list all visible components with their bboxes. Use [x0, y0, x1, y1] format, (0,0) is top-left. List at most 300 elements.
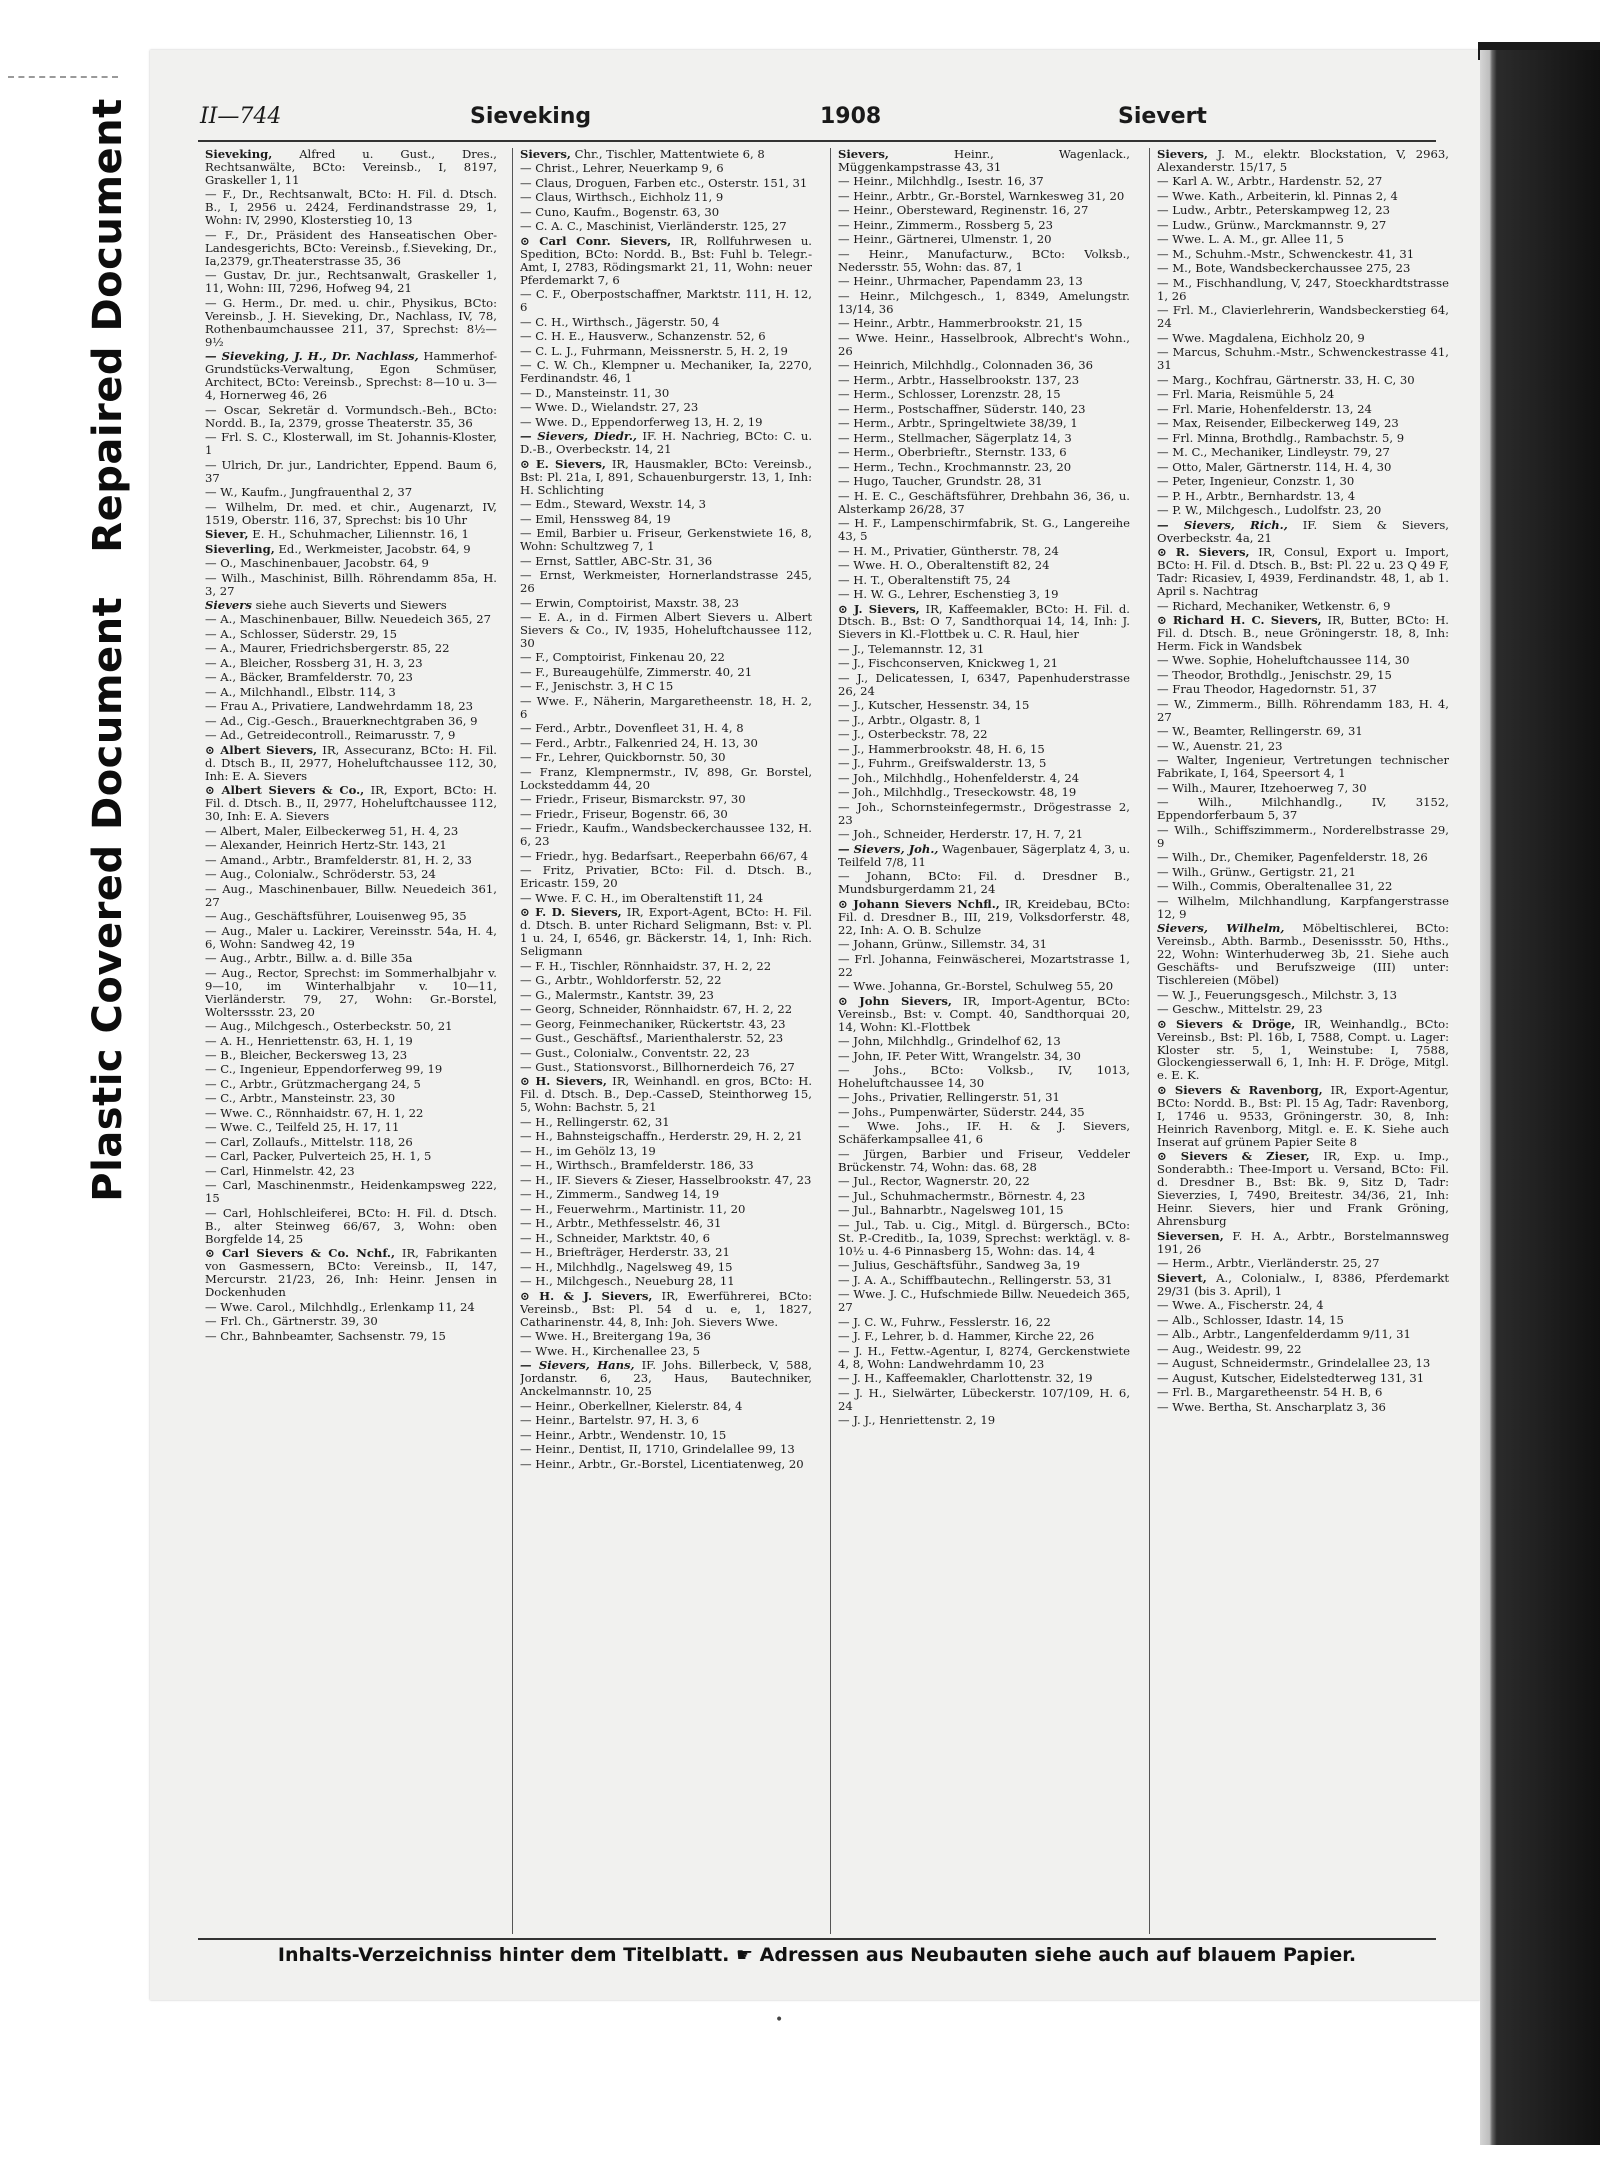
entry-text: — Herm., Stellmacher, Sägerplatz 14, 3	[838, 430, 1072, 445]
directory-entry	[520, 1359, 812, 1398]
entry-text: — Frl. S. C., Klosterwall, im St. Johannis-Kloster, 1	[205, 430, 497, 458]
directory-entry	[520, 1203, 812, 1216]
directory-entry	[205, 868, 497, 881]
entry-name: ⊙ Albert Sievers,	[205, 742, 318, 757]
entry-text: — Frl. M., Clavierlehrerin, Wandsbeckerstieg 64, 24	[1157, 303, 1449, 331]
entry-text: — H., Briefträger, Herderstr. 33, 21	[520, 1245, 730, 1260]
entry-text: — Heinr., Manufacturw., BCto: Volksb., Nedersstr. 55, Wohn: das. 87, 1	[838, 246, 1130, 274]
entry-text: Chr., Tischler, Mattentwiete 6, 8	[570, 148, 765, 161]
directory-entry	[205, 599, 497, 612]
directory-entry	[838, 1414, 1130, 1427]
entry-text: — W., Kaufm., Jungfrauenthal 2, 37	[205, 485, 413, 500]
entry-text: — W., Auenstr. 21, 23	[1157, 738, 1283, 753]
directory-entry	[520, 177, 812, 190]
directory-entry	[205, 557, 497, 570]
directory-entry	[520, 793, 812, 806]
entry-text: — August, Kutscher, Eidelstedterweg 131, 31	[1157, 1370, 1425, 1385]
entry-text: — A., Bäcker, Bramfelderstr. 70, 23	[205, 670, 413, 685]
entry-text: — Ludw., Arbtr., Peterskampweg 12, 23	[1157, 203, 1391, 218]
column-divider	[830, 148, 831, 1934]
directory-entry	[205, 297, 497, 349]
directory-entry	[1157, 740, 1449, 753]
directory-entry	[205, 543, 497, 556]
directory-entry	[1157, 895, 1449, 921]
entry-text: — J. A. A., Schiffbautechn., Rellingerstr. 53, 31	[838, 1272, 1113, 1287]
directory-entry	[205, 715, 497, 728]
directory-entry	[838, 786, 1130, 799]
entry-text: — John, Milchhdlg., Grindelhof 62, 13	[838, 1034, 1061, 1049]
directory-entry	[1157, 654, 1449, 667]
directory-entry	[838, 248, 1130, 274]
entry-text: — Richard, Mechaniker, Wetkenstr. 6, 9	[1157, 598, 1391, 613]
entry-text: IR, Assecuranz, BCto: H. Fil. d. Dtsch B., II, 2977, Hoheluftchaussee 112, 30, Inh: E. A. Sievers	[205, 742, 497, 783]
directory-entry	[1157, 175, 1449, 188]
entry-text: — Herm., Oberbrieftr., Sternstr. 133, 6	[838, 445, 1067, 460]
entry-name: ⊙ R. Sievers,	[1157, 545, 1250, 560]
directory-entry	[520, 989, 812, 1002]
directory-entry	[520, 1232, 812, 1245]
entry-text: — C., Arbtr., Mansteinstr. 23, 30	[205, 1091, 396, 1106]
entry-name: ⊙ J. Sievers,	[838, 601, 920, 616]
directory-entry	[205, 572, 497, 598]
directory-entry	[520, 1400, 812, 1413]
entry-text: — Max, Reisender, Eilbeckerweg 149, 23	[1157, 416, 1399, 431]
entry-text: — H., im Gehölz 13, 19	[520, 1143, 656, 1158]
directory-entry	[1157, 725, 1449, 738]
directory-entry	[205, 188, 497, 227]
entry-text: — Claus, Droguen, Farben etc., Osterstr. 151, 31	[520, 175, 808, 190]
directory-entry	[1157, 796, 1449, 822]
directory-entry	[205, 883, 497, 909]
directory-entry	[205, 269, 497, 295]
directory-entry	[1157, 1230, 1449, 1256]
directory-entry	[1157, 754, 1449, 780]
directory-entry	[1157, 417, 1449, 430]
entry-text: A., Colonialw., I, 8386, Pferdemarkt 29/31 (bis 3. April), 1	[1157, 1270, 1449, 1298]
header-left-word: Sieveking	[470, 104, 592, 129]
directory-entry	[205, 854, 497, 867]
entry-text: siehe auch Sieverts und Siewers	[251, 597, 447, 612]
entry-text: IR, Ewerführerei, BCto: Vereinsb., Bst: Pl. 54 d u. e, 1, 1827, Catharinenstr. 44, 8, Inh: Joh. Sievers Wwe.	[520, 1288, 812, 1329]
entry-text: — Ferd., Arbtr., Dovenfleet 31, H. 4, 8	[520, 721, 744, 736]
entry-name: ⊙ John Sievers,	[838, 993, 952, 1008]
directory-entry	[205, 1121, 497, 1134]
entry-name: ⊙ Albert Sievers & Co.,	[205, 783, 365, 798]
directory-entry	[520, 1116, 812, 1129]
entry-name: — Sievers, Joh.,	[838, 841, 939, 856]
entry-text: — Joh., Schornsteinfegermstr., Drögestrasse 2, 23	[838, 799, 1130, 827]
entry-text: — B., Bleicher, Beckersweg 13, 23	[205, 1047, 408, 1062]
page-binding-edge	[1480, 50, 1600, 2145]
entry-text: — Alb., Arbtr., Langenfelderdamm 9/11, 31	[1157, 1327, 1411, 1342]
entry-text: — J. F., Lehrer, b. d. Hammer, Kirche 22, 26	[838, 1329, 1095, 1344]
directory-entry	[838, 446, 1130, 459]
entry-text: IR, Consul, Export u. Import, BCto: H. Fil. d. Dtsch. B., Bst: Pl. 22 u. 23 Q 49 F, Tadr: Ricasiev, I, 4939, Ferdinandstr. 48, 1, ab 1. April s. Nachtrag	[1157, 545, 1449, 599]
entry-text: — C. L. J., Fuhrmann, Meissnerstr. 5, H. 2, 19	[520, 343, 788, 358]
entry-name: Sievers, Wilhelm,	[1157, 921, 1285, 936]
directory-entry	[838, 332, 1130, 358]
entry-text: — H. E. C., Geschäftsführer, Drehbahn 36, 36, u. Alsterkamp 26/28, 37	[838, 488, 1130, 516]
directory-entry	[205, 404, 497, 430]
directory-entry	[1157, 1343, 1449, 1356]
directory-entry	[520, 430, 812, 456]
entry-text: — Wwe. Heinr., Hasselbrook, Albrecht's Wohn., 26	[838, 330, 1130, 358]
entry-text: — Carl, Hohlschleiferei, BCto: H. Fil. d. Dtsch. B., alter Steinweg 66/67, 3, Wohn: oben Borgfelde 14, 25	[205, 1205, 497, 1246]
directory-entry	[838, 1259, 1130, 1272]
entry-text: — Wwe. Carol., Milchhdlg., Erlenkamp 11, 24	[205, 1299, 475, 1314]
entry-text: — O., Maschinenbauer, Jacobstr. 64, 9	[205, 556, 429, 571]
entry-text: — Wwe. Johs., IF. H. & J. Sievers, Schäferkampsallee 41, 6	[838, 1119, 1130, 1147]
entry-name: ⊙ H. & J. Sievers,	[520, 1288, 653, 1303]
directory-entry	[205, 486, 497, 499]
entry-text: — Wwe. C., Teilfeld 25, H. 17, 11	[205, 1120, 400, 1135]
directory-entry	[520, 1075, 812, 1114]
entry-text: — Heinr., Arbtr., Wendenstr. 10, 15	[520, 1427, 727, 1442]
directory-entry	[838, 1330, 1130, 1343]
directory-entry	[838, 843, 1130, 869]
entry-text: — Otto, Maler, Gärtnerstr. 114, H. 4, 30	[1157, 459, 1392, 474]
directory-entry	[520, 527, 812, 553]
directory-entry	[205, 967, 497, 1019]
entry-name: Sieverling,	[205, 541, 275, 556]
directory-entry	[520, 822, 812, 848]
directory-entry	[838, 728, 1130, 741]
entry-text: — Wilh., Milchhandlg., IV, 3152, Eppendorferbaum 5, 37	[1157, 795, 1449, 823]
directory-entry	[838, 1274, 1130, 1287]
directory-entry	[838, 1035, 1130, 1048]
entry-text: — H., Zimmerm., Sandweg 14, 19	[520, 1187, 720, 1202]
entry-text: — Emil, Barbier u. Friseur, Gerkenstwiete 16, 8, Wohn: Schultzweg 7, 1	[520, 526, 812, 554]
directory-entry	[1157, 277, 1449, 303]
directory-entry	[838, 1050, 1130, 1063]
entry-text: — M. C., Mechaniker, Lindleystr. 79, 27	[1157, 445, 1390, 460]
entry-text: — Wwe. Johanna, Gr.-Borstel, Schulweg 55, 20	[838, 979, 1114, 994]
directory-entry	[205, 642, 497, 655]
entry-text: — Emil, Henssweg 84, 19	[520, 511, 671, 526]
directory-entry	[838, 699, 1130, 712]
entry-text: — C., Arbtr., Grützmachergang 24, 5	[205, 1076, 421, 1091]
directory-entry	[838, 603, 1130, 642]
directory-entry	[1157, 824, 1449, 850]
directory-entry	[838, 1091, 1130, 1104]
entry-text: IR, Weinhandlg., BCto: Vereinsb., Bst: Pl. 16b, I, 7588, Compt. u. Lager: Kloster str. 5, 1, Weinstube: I, 7588, Glockengiesserwall 6, 1, Inh: H. F. Dröge, Mitgl. e. E. K.	[1157, 1016, 1449, 1083]
directory-entry	[1157, 922, 1449, 987]
entry-text: — J., Fischconserven, Knickweg 1, 21	[838, 656, 1059, 671]
directory-entry	[520, 1414, 812, 1427]
entry-text: — M., Schuhm.-Mstr., Schwenckestr. 41, 31	[1157, 246, 1415, 261]
entry-text: — Heinr., Uhrmacher, Papendamm 23, 13	[838, 274, 1083, 289]
directory-entry	[520, 316, 812, 329]
entry-text: — Heinr., Arbtr., Gr.-Borstel, Warnkesweg 31, 20	[838, 188, 1125, 203]
header-rule	[198, 140, 1436, 142]
directory-entry	[520, 960, 812, 973]
entry-text: — H., Rellingerstr. 62, 31	[520, 1114, 670, 1129]
entry-text: — Jul., Bahnarbtr., Nagelsweg 101, 15	[838, 1203, 1064, 1218]
entry-text: — Wwe. A., Fischerstr. 24, 4	[1157, 1298, 1324, 1313]
entry-text: — Herm., Arbtr., Springeltwiete 38/39, 1	[838, 416, 1078, 431]
entry-text: — J., Arbtr., Olgastr. 8, 1	[838, 712, 982, 727]
directory-entry	[205, 1207, 497, 1246]
entry-text: — Frl. Johanna, Feinwäscherei, Mozartstrasse 1, 22	[838, 951, 1130, 979]
directory-entry	[838, 953, 1130, 979]
entry-name: — Sievers, Hans,	[520, 1358, 635, 1373]
directory-entry	[205, 628, 497, 641]
directory-entry	[520, 1003, 812, 1016]
entry-text: — Wwe. Magdalena, Eichholz 20, 9	[1157, 330, 1365, 345]
entry-text: — E. A., in d. Firmen Albert Sievers u. Albert Sievers & Co., IV, 1935, Hoheluftchaussee 112, 30	[520, 609, 812, 650]
directory-entry	[520, 513, 812, 526]
directory-entry	[205, 431, 497, 457]
directory-entry	[205, 1301, 497, 1314]
entry-text: — W. J., Feuerungsgesch., Milchstr. 3, 13	[1157, 987, 1398, 1002]
directory-entry	[205, 501, 497, 527]
header-year: 1908	[820, 104, 882, 129]
entry-text: — G., Malermstr., Kantstr. 39, 23	[520, 987, 714, 1002]
entry-text: — C. A. C., Maschinist, Vierländerstr. 125, 27	[520, 219, 787, 234]
entry-text: — Wilh., Schiffszimmerm., Norderelbstrasse 29, 9	[1157, 822, 1449, 850]
entry-text: IR, Import-Agentur, BCto: Vereinsb., Bst: v. Compt. 40, Sandthorquai 20, 14, Wohn: Kl.-Flottbek	[838, 993, 1130, 1034]
entry-text: — Marg., Kochfrau, Gärtnerstr. 33, H. C, 30	[1157, 372, 1415, 387]
directory-entry	[520, 892, 812, 905]
directory-entry	[520, 1130, 812, 1143]
directory-entry	[838, 1372, 1130, 1385]
entry-text: — Aug., Rector, Sprechst: im Sommerhalbjahr v. 9—10, im Winterhalbjahr v. 10—11, Vierländerstr. 79, 27, Wohn: Gr.-Borstel, Wolterssstr. 23, 20	[205, 965, 497, 1019]
entry-text: — J., Delicatessen, I, 6347, Papenhuderstrasse 26, 24	[838, 670, 1130, 698]
entry-text: IF. Johs. Billerbeck, V, 588, Jordanstr. 6, 23, Haus, Bautechniker, Anckelmannstr. 10, 25	[520, 1358, 812, 1399]
directory-entry	[838, 359, 1130, 372]
directory-entry	[205, 1330, 497, 1343]
directory-entry	[1157, 1272, 1449, 1298]
directory-entry	[520, 1061, 812, 1074]
entry-text: — Aug., Colonialw., Schröderstr. 53, 24	[205, 867, 436, 882]
entry-text: — Ad., Getreidecontroll., Reimarusstr. 7, 9	[205, 728, 456, 743]
directory-entry	[205, 952, 497, 965]
directory-entry	[1157, 683, 1449, 696]
entry-text: IF. Siem & Sievers, Overbeckstr. 4a, 21	[1157, 517, 1449, 545]
directory-entry	[205, 1092, 497, 1105]
directory-entry	[1157, 546, 1449, 598]
directory-entry	[838, 1148, 1130, 1174]
entry-text: — Herm., Arbtr., Vierländerstr. 25, 27	[1157, 1256, 1380, 1271]
entry-text: — Herm., Postschaffner, Süderstr. 140, 23	[838, 401, 1086, 416]
entry-text: — Wwe. C., Rönnhaidstr. 67, H. 1, 22	[205, 1105, 424, 1120]
entry-text: — Aug., Maschinenbauer, Billw. Neuedeich 361, 27	[205, 881, 497, 909]
directory-entry	[520, 288, 812, 314]
directory-entry	[838, 219, 1130, 232]
directory-entry	[838, 317, 1130, 330]
directory-entry	[838, 657, 1130, 670]
entry-text: — P. H., Arbtr., Bernhardstr. 13, 4	[1157, 488, 1356, 503]
entry-name: ⊙ Sievers & Ravenborg,	[1157, 1082, 1323, 1097]
entry-text: — Wwe. H. O., Oberaltenstift 82, 24	[838, 558, 1050, 573]
directory-entry	[838, 388, 1130, 401]
entry-name: ⊙ Carl Sievers & Co. Nchf.,	[205, 1246, 396, 1261]
entry-text: — Friedr., Friseur, Bismarckstr. 97, 30	[520, 792, 746, 807]
entry-text: IR, Kaffeemakler, BCto: H. Fil. d. Dtsch. B., Bst: O 7, Sandthorquai 14, 14, Inh: J. Sievers in Kl.-Flottbek u. C. R. Haul, hier	[838, 601, 1130, 642]
side-label-right: Repaired Document	[85, 98, 131, 553]
entry-text: Wagenbauer, Sägerplatz 4, 3, u. Teilfeld 7/8, 11	[838, 841, 1130, 869]
entry-text: IR, Butter, BCto: H. Fil. d. Dtsch. B., neue Gröningerstr. 18, 8, Inh: Herm. Fick in Wandsbek	[1157, 612, 1449, 653]
directory-entry	[520, 722, 812, 735]
directory-entry	[838, 1288, 1130, 1314]
entry-text: — Jul., Tab. u. Cig., Mitgl. d. Bürgersch., BCto: St. P.-Creditb., Ia, 1039, Sprechst: werktägl. v. 8-10½ u. 4-6 Pinnasberg 15, Wohn: das. 14, 4	[838, 1217, 1130, 1258]
entry-text: — Frau A., Privatiere, Landwehrdamm 18, 23	[205, 699, 474, 714]
directory-entry	[1157, 1401, 1449, 1414]
entry-text: — Frl. Minna, Brothdlg., Rambachstr. 5, 9	[1157, 430, 1405, 445]
entry-text: — Wwe. Bertha, St. Anscharplatz 3, 36	[1157, 1399, 1386, 1414]
directory-entry	[838, 374, 1130, 387]
directory-entry	[520, 401, 812, 414]
entry-name: Sievers	[205, 597, 252, 612]
directory-entry	[1157, 461, 1449, 474]
directory-entry	[520, 359, 812, 385]
entry-text: — Wwe. F. C. H., im Oberaltenstift 11, 24	[520, 890, 764, 905]
entry-text: — Heinrich, Milchhdlg., Colonnaden 36, 36	[838, 358, 1094, 373]
dashed-edge-line	[8, 76, 118, 78]
directory-entry	[1157, 233, 1449, 246]
entry-text: — Johann, BCto: Fil. d. Dresdner B., Mundsburgerdamm 21, 24	[838, 869, 1130, 897]
entry-text: E. H., Schuhmacher, Liliennstr. 16, 1	[248, 527, 469, 542]
entry-text: — Johs., Privatier, Rellingerstr. 51, 31	[838, 1090, 1060, 1105]
side-label-left: Plastic Covered Document	[85, 596, 131, 1202]
directory-entry	[520, 1246, 812, 1259]
entry-text: — Wwe. F., Näherin, Margaretheenstr. 18, H. 2, 6	[520, 693, 812, 721]
page-number: II—744	[200, 104, 282, 129]
entry-text: — Carl, Hinmelstr. 42, 23	[205, 1163, 355, 1178]
entry-text: — Christ., Lehrer, Neuerkamp 9, 6	[520, 161, 724, 176]
directory-entry	[838, 643, 1130, 656]
directory-entry	[205, 350, 497, 402]
entry-text: — H., Schneider, Marktstr. 40, 6	[520, 1230, 711, 1245]
entry-text: — Erwin, Comptoirist, Maxstr. 38, 23	[520, 595, 740, 610]
directory-entry	[520, 555, 812, 568]
entry-text: — Oscar, Sekretär d. Vormundsch.-Beh., BCto: Nordd. B., Ia, 2379, grosse Theaterstr. 35, 36	[205, 402, 497, 430]
entry-name: Sieversen,	[1157, 1228, 1224, 1243]
directory-entry	[520, 458, 812, 497]
entry-text: — Jürgen, Barbier und Friseur, Veddeler Brückenstr. 74, Wohn: das. 68, 28	[838, 1146, 1130, 1174]
footer-note: Inhalts-Verzeichniss hinter dem Titelblatt. ☛ Adressen aus Neubauten siehe auch auf blauem Papier.	[277, 1944, 1357, 1966]
directory-entry	[520, 1429, 812, 1442]
entry-text: — C. W. Ch., Klempner u. Mechaniker, Ia, 2270, Ferdinandstr. 46, 1	[520, 358, 812, 386]
entry-text: — Jul., Schuhmachermstr., Börnestr. 4, 23	[838, 1188, 1086, 1203]
entry-text: — C., Ingenieur, Eppendorferweg 99, 19	[205, 1062, 443, 1077]
directory-entry	[838, 275, 1130, 288]
directory-entry	[838, 1175, 1130, 1188]
entry-text: — Frl. Ch., Gärtnerstr. 39, 30	[205, 1314, 378, 1329]
entry-text: — C. H., Wirthsch., Jägerstr. 50, 4	[520, 314, 720, 329]
entry-text: — Wilhelm, Dr. med. et chir., Augenarzt, IV, 1519, Oberstr. 116, 37, Sprechst: bis 10 Uhr	[205, 499, 497, 527]
entry-text: — Wwe. Kath., Arbeiterin, kl. Pinnas 2, 4	[1157, 188, 1398, 203]
directory-entry	[838, 417, 1130, 430]
directory-entry	[838, 672, 1130, 698]
entry-text: — J. C. W., Fuhrw., Fesslerstr. 16, 22	[838, 1314, 1051, 1329]
entry-text: — G. Herm., Dr. med. u. chir., Physikus, BCto: Vereinsb., J. H. Sieveking, Dr., Nachlass, IV, 78, Rothenbaumchaussee 211, 37, Sprechst: 8½—9½	[205, 295, 497, 349]
entry-text: — Heinr., Oberkellner, Kielerstr. 84, 4	[520, 1398, 743, 1413]
directory-entry	[520, 695, 812, 721]
entry-text: — J., Telemannstr. 12, 31	[838, 641, 985, 656]
column-divider	[1149, 148, 1150, 1934]
directory-entry	[520, 1345, 812, 1358]
entry-text: — Walter, Ingenieur, Vertretungen technischer Fabrikate, I, 164, Speersort 4, 1	[1157, 753, 1449, 781]
entry-text: — H., Arbtr., Methfesselstr. 46, 31	[520, 1216, 722, 1231]
entry-text: — H., Wirthsch., Bramfelderstr. 186, 33	[520, 1158, 754, 1173]
directory-entry	[838, 204, 1130, 217]
directory-entry	[1157, 1372, 1449, 1385]
entry-text: — Ad., Cig.-Gesch., Brauerknechtgraben 36, 9	[205, 713, 478, 728]
entry-text: — Theodor, Brothdlg., Jenischstr. 29, 15	[1157, 667, 1392, 682]
header-right-word: Sievert	[1118, 104, 1207, 129]
entry-text: — Cuno, Kaufm., Bogenstr. 63, 30	[520, 204, 720, 219]
directory-entry	[520, 1330, 812, 1343]
directory-entry	[1157, 403, 1449, 416]
entry-text: — Frl. Marie, Hohenfelderstr. 13, 24	[1157, 401, 1372, 416]
directory-entry	[1157, 432, 1449, 445]
directory-entry	[838, 588, 1130, 601]
directory-entry	[520, 680, 812, 693]
entry-text: — Herm., Schlosser, Lorenzstr. 28, 15	[838, 387, 1061, 402]
directory-entry	[1157, 1003, 1449, 1016]
directory-entry	[838, 190, 1130, 203]
directory-entry	[1157, 446, 1449, 459]
entry-text: — Heinr., Obersteward, Reginenstr. 16, 27	[838, 203, 1089, 218]
entry-text: — Aug., Maler u. Lackirer, Vereinsstr. 54a, H. 4, 6, Wohn: Sandweg 42, 19	[205, 923, 497, 951]
directory-entry	[520, 416, 812, 429]
entry-text: IF. H. Nachrieg, BCto: C. u. D.-B., Overbeckstr. 14, 21	[520, 429, 812, 457]
entry-text: — Joh., Schneider, Herderstr. 17, H. 7, 21	[838, 827, 1083, 842]
directory-entry	[205, 528, 497, 541]
directory-entry	[1157, 1084, 1449, 1149]
entry-text: J. M., elektr. Blockstation, V, 2963, Alexanderstr. 15/17, 5	[1157, 148, 1449, 174]
entry-text: — Fr., Lehrer, Quickbornstr. 50, 30	[520, 750, 726, 765]
directory-entry	[838, 938, 1130, 951]
entry-text: Möbeltischlerei, BCto: Vereinsb., Abth. Barmb., Desenissstr. 50, Hths., 22, Wohn: Winterhuderweg 3b, 21. Siehe auch Geschäfts- und Berufszweige (III) unter: Tischlereien (Möbel)	[1157, 921, 1449, 988]
entry-text: — F., Jenischstr. 3, H C 15	[520, 679, 674, 694]
directory-entry	[205, 825, 497, 838]
entry-text: — F., Dr., Präsident des Hanseatischen Ober-Landesgerichts, BCto: Vereinsb., f.Sieveking, Dr., Ia,2379, gr.Theaterstrasse 35, 36	[205, 227, 497, 268]
directory-entry	[520, 597, 812, 610]
entry-text: — Wwe. H., Kirchenallee 23, 5	[520, 1343, 700, 1358]
directory-entry	[838, 757, 1130, 770]
directory-entry	[1157, 1357, 1449, 1370]
entry-text: — Heinr., Zimmerm., Rossberg 5, 23	[838, 217, 1053, 232]
directory-entry	[1157, 148, 1449, 174]
entry-text: — J. H., Kaffeemakler, Charlottenstr. 32, 19	[838, 1371, 1093, 1386]
entry-text: — Ernst, Werkmeister, Hornerlandstrasse 245, 26	[520, 568, 812, 596]
entry-text: — A., Schlosser, Süderstr. 29, 15	[205, 626, 398, 641]
directory-entry	[205, 1136, 497, 1149]
entry-name: — Sievers, Rich.,	[1157, 517, 1288, 532]
entry-text: — Heinr., Milchgesch., 1, 8349, Amelungstr. 13/14, 36	[838, 288, 1130, 316]
directory-entry	[1157, 600, 1449, 613]
directory-entry	[1157, 504, 1449, 517]
entry-text: — Peter, Ingenieur, Conzstr. 1, 30	[1157, 474, 1355, 489]
directory-entry	[838, 559, 1130, 572]
entry-text: — H., Feuerwehrm., Martinistr. 11, 20	[520, 1201, 746, 1216]
entry-name: Sievers,	[838, 148, 889, 161]
entry-text: — Georg, Feinmechaniker, Rückertstr. 43, 23	[520, 1016, 786, 1031]
entry-name: ⊙ F. D. Sievers,	[520, 905, 622, 920]
directory-entry	[520, 1018, 812, 1031]
entry-name: ⊙ E. Sievers,	[520, 456, 606, 471]
directory-entry	[520, 1145, 812, 1158]
directory-entry	[1157, 1386, 1449, 1399]
entry-text: — Wwe. H., Breitergang 19a, 36	[520, 1329, 711, 1344]
directory-entry	[520, 1159, 812, 1172]
entry-text: — Ludw., Grünw., Marckmannstr. 9, 27	[1157, 217, 1387, 232]
directory-entry	[838, 545, 1130, 558]
directory-entry	[205, 839, 497, 852]
entry-text: — H. W. G., Lehrer, Eschenstieg 3, 19	[838, 587, 1059, 602]
